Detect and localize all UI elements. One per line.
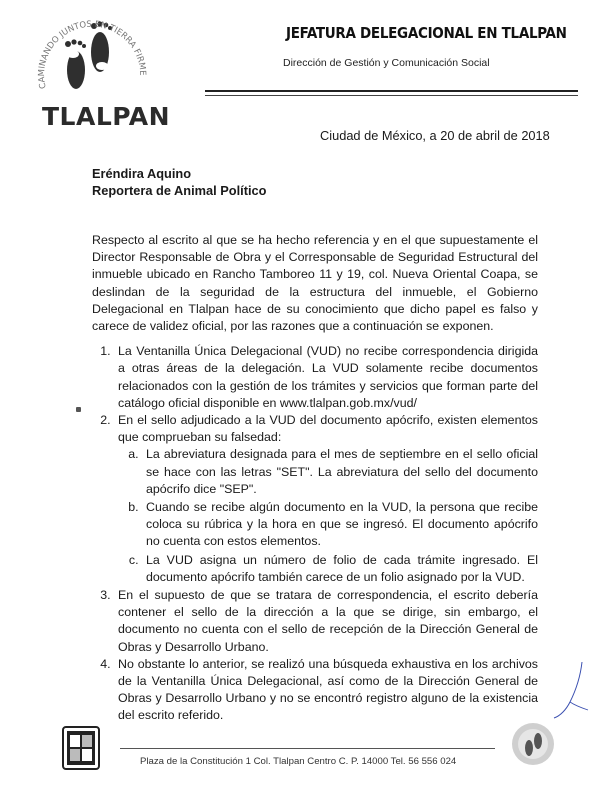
sub-list-item [142, 552, 538, 586]
footprint-stamp-icon [511, 722, 555, 766]
reasons-list [92, 343, 538, 724]
svg-text:CAMINANDO JUNTOS EN TIERRA FIR: CAMINANDO JUNTOS EN TIERRA FIRME [37, 19, 148, 90]
signature-mark [552, 660, 592, 720]
footer-divider [120, 748, 495, 749]
footer-address: Plaza de la Constitución 1 Col. Tlalpan Centro C. P. 14000 Tel. 56 556 024 [140, 756, 457, 767]
coat-of-arms-icon [62, 726, 100, 770]
sub-list-item-text: La VUD asigna un número de folio de cada trámite ingresado. El documento apócrifo también carece de un folio asignado por la VUD. [146, 552, 538, 584]
tlalpan-logo [28, 8, 171, 131]
list-item [114, 412, 538, 586]
sub-list [118, 446, 538, 586]
list-item-text: En el sello adjudicado a la VUD del documento apócrifo, existen elementos que comprueban su falsedad: [118, 413, 538, 445]
list-item [114, 656, 538, 725]
footprints-icon [28, 8, 158, 108]
sub-list-item-text: Cuando se recibe algún documento en la VUD, la persona que recibe coloca su rúbrica y la hora en que se ingresó. El documento apócrifo no cuenta con estos elementos. [146, 500, 538, 549]
list-item-text: En el supuesto de que se tratara de correspondencia, el escrito debería contener el sello de la dirección a la que se dirige, sin embargo, el documento no cuenta con el sello de recepción de la Dirección General de Obras y Desarrollo Urbano. [118, 588, 538, 654]
list-item-text: No obstante lo anterior, se realizó una búsqueda exhaustiva en los archivos de la Ventanilla Única Delegacional, así como de la Dirección General de Obras y Desarrollo Urbano y no se encontró registro alguno de la existencia del escrito referido. [118, 656, 538, 723]
header-title: JEFATURA DELEGACIONAL EN TLALPAN [286, 24, 567, 42]
margin-mark [76, 407, 81, 412]
sub-list-item-text: La abreviatura designada para el mes de septiembre en el sello oficial se hace con las letras "SET". La abreviatura del sello del documento apócrifo dice "SEP". [146, 447, 538, 496]
letter-body [92, 232, 538, 725]
header-subtitle: Dirección de Gestión y Comunicación Social [283, 57, 490, 69]
list-item [114, 587, 538, 656]
sub-list-item [142, 499, 538, 551]
list-item-text: La Ventanilla Única Delegacional (VUD) no recibe correspondencia dirigida a otras áreas de la delegación. La VUD solamente recibe documentos relacionados con la gestión de los trámites y servicios que forman parte del catálogo oficial disponible en www.tlalpan.gob.mx/vud/ [118, 344, 538, 410]
header-divider [205, 90, 578, 92]
recipient-name: Eréndira Aquino [92, 166, 192, 181]
letter-date: Ciudad de México, a 20 de abril de 2018 [320, 128, 550, 143]
header-divider-thin [205, 95, 578, 96]
sub-list-item [142, 446, 538, 498]
logo-wordmark: TLALPAN [42, 102, 171, 131]
recipient-role: Reportera de Animal Político [92, 183, 267, 198]
intro-paragraph: Respecto al escrito al que se ha hecho referencia y en el que supuestamente el Director Responsable de Obra y el Corresponsable de Seguridad Estructural del inmueble ubicado en Rancho Tamboreo 11 y 19, col. Nueva Oriental Coapa, se deslindan de la seguridad de la estructura del inmueble, el Gobierno Delegacional en Tlalpan hace de su conocimiento que dicho papel es falso y carece de validez oficial, por las razones que a continuación se exponen. [92, 233, 538, 334]
list-item [114, 343, 538, 412]
